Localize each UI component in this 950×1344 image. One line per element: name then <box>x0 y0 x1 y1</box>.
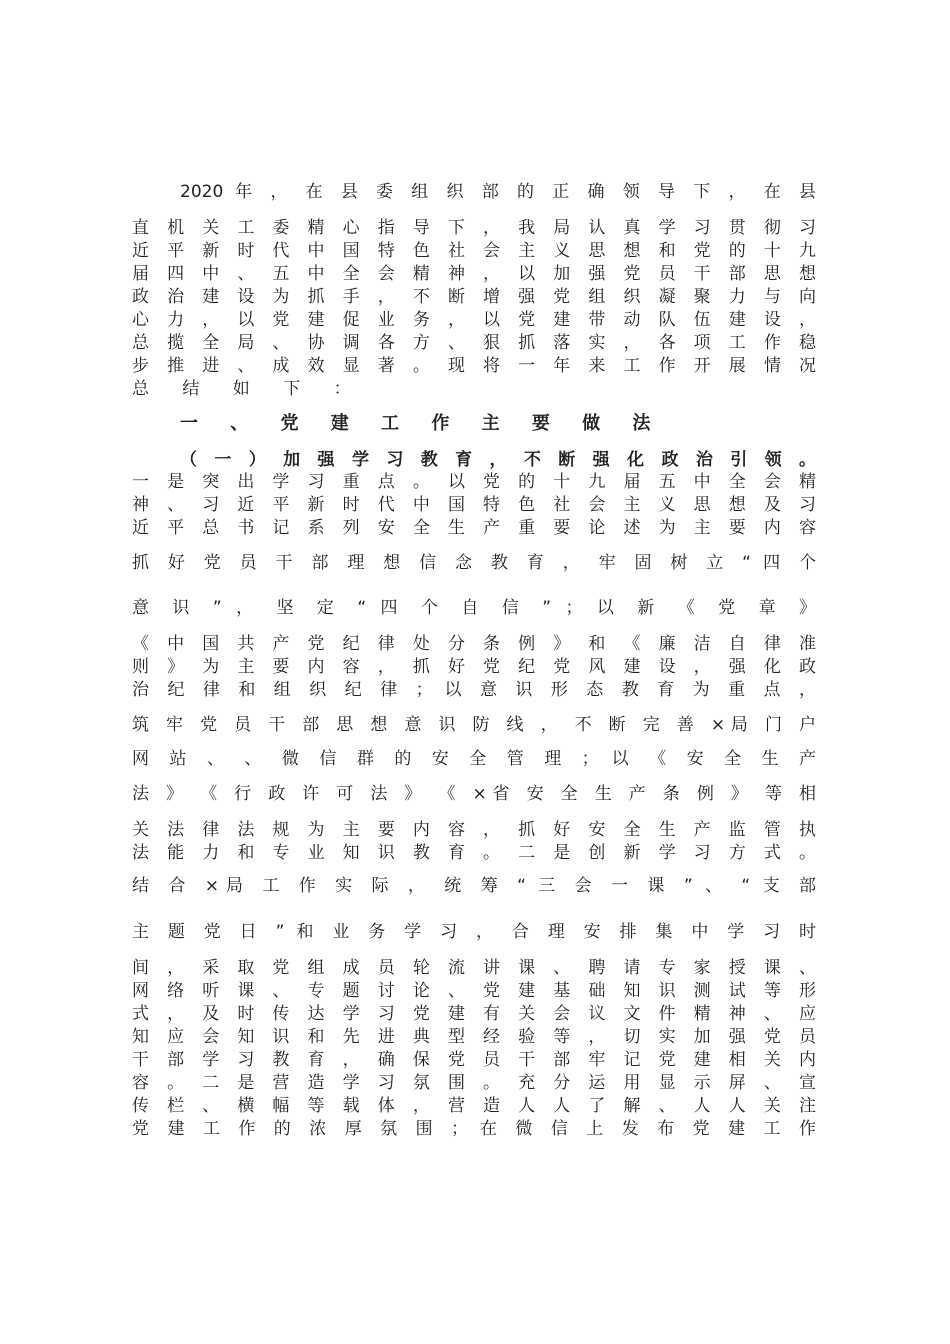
subsection-heading: （ 一 ） 加 强 学 习 教 育 ， 不 断 强 化 政 治 引 领 。 <box>180 450 816 470</box>
paragraph-line: 抓 好 党 员 干 部 理 想 信 念 教 育 ， 牢 固 树 立 “ 四 个 <box>132 553 816 573</box>
section-heading: 一 、 党 建 工 作 主 要 做 法 <box>180 413 664 434</box>
paragraph-line: 干 部 学 习 教 育 ， 确 保 党 员 干 部 牢 记 党 建 相 关 内 <box>132 1050 816 1070</box>
paragraph-line: 近 平 新 时 代 中 国 特 色 社 会 主 义 思 想 和 党 的 十 九 <box>132 241 816 261</box>
paragraph-line: 筑 牢 党 员 干 部 思 想 意 识 防 线 ， 不 断 完 善 ×局 门 户 <box>132 715 816 735</box>
paragraph-line: 直 机 关 工 委 精 心 指 导 下 ， 我 局 认 真 学 习 贯 彻 习 <box>132 218 816 238</box>
paragraph-line: 法 能 力 和 专 业 知 识 教 育 。 二 是 创 新 学 习 方 式 。 <box>132 843 816 863</box>
paragraph-line: 心 力 ， 以 党 建 促 业 务 ， 以 党 建 带 动 队 伍 建 设 ， <box>132 310 816 330</box>
paragraph-line: 结 合 ×局 工 作 实 际 ， 统 筹 “ 三 会 一 课 ” 、 “ 支 部 <box>132 876 816 896</box>
paragraph-line: 神 、 习 近 平 新 时 代 中 国 特 色 社 会 主 义 思 想 及 习 <box>132 495 816 515</box>
paragraph-line: 传 栏 、 横 幅 等 载 体 ， 营 造 人 人 了 解 、 人 人 关 注 <box>132 1096 816 1116</box>
paragraph-line: 主 题 党 日 ” 和 业 务 学 习 ， 合 理 安 排 集 中 学 习 时 <box>132 922 816 942</box>
paragraph-line: 一 是 突 出 学 习 重 点 。 以 党 的 十 九 届 五 中 全 会 精 <box>132 472 816 492</box>
paragraph-line: 总 揽 全 局 、 协 调 各 方 、 狠 抓 落 实 ， 各 项 工 作 稳 <box>132 333 816 353</box>
paragraph-line: 网 络 听 课 、 专 题 讨 论 、 党 建 基 础 知 识 测 试 等 形 <box>132 981 816 1001</box>
paragraph-line: 近 平 总 书 记 系 列 安 全 生 产 重 要 论 述 为 主 要 内 容 <box>132 518 816 538</box>
paragraph-line: 网 站 、 、 微 信 群 的 安 全 管 理 ； 以 《 安 全 生 产 <box>132 749 816 769</box>
paragraph-line: 则 》 为 主 要 内 容 ， 抓 好 党 纪 党 风 建 设 ， 强 化 政 <box>132 657 816 677</box>
paragraph-line: 知 应 会 知 识 和 先 进 典 型 经 验 等 ， 切 实 加 强 党 员 <box>132 1027 816 1047</box>
paragraph-line: 步 推 进 、 成 效 显 著 。 现 将 一 年 来 工 作 开 展 情 况 <box>132 356 816 376</box>
paragraph-line: 间 ， 采 取 党 组 成 员 轮 流 讲 课 、 聘 请 专 家 授 课 、 <box>132 958 816 978</box>
paragraph-line: 容 。 二 是 营 造 学 习 氛 围 。 充 分 运 用 显 示 屏 、 宣 <box>132 1073 816 1093</box>
paragraph-line: 总 结 如 下 ： <box>132 379 365 399</box>
paragraph-line: 政 治 建 设 为 抓 手 ， 不 断 增 强 党 组 织 凝 聚 力 与 向 <box>132 287 816 307</box>
paragraph-line: 治 纪 律 和 组 织 纪 律 ； 以 意 识 形 态 教 育 为 重 点 ， <box>132 680 816 700</box>
paragraph-line: 党 建 工 作 的 浓 厚 氛 围 ； 在 微 信 上 发 布 党 建 工 作 <box>132 1119 816 1139</box>
paragraph-line: 《 中 国 共 产 党 纪 律 处 分 条 例 》 和 《 廉 洁 自 律 准 <box>132 634 816 654</box>
paragraph-line: 2020 年 ， 在 县 委 组 织 部 的 正 确 领 导 下 ， 在 县 <box>180 182 816 202</box>
paragraph-line: 届 四 中 、 五 中 全 会 精 神 ， 以 加 强 党 员 干 部 思 想 <box>132 264 816 284</box>
paragraph-line: 关 法 律 法 规 为 主 要 内 容 ， 抓 好 安 全 生 产 监 管 执 <box>132 820 816 840</box>
paragraph-line: 式 ， 及 时 传 达 学 习 党 建 有 关 会 议 文 件 精 神 、 应 <box>132 1004 816 1024</box>
paragraph-line: 意 识 ” ， 坚 定 “ 四 个 自 信 ” ； 以 新 《 党 章 》 <box>132 598 816 618</box>
paragraph-line: 法 》 《 行 政 许 可 法 》 《 ×省 安 全 生 产 条 例 》 等 相 <box>132 784 816 804</box>
